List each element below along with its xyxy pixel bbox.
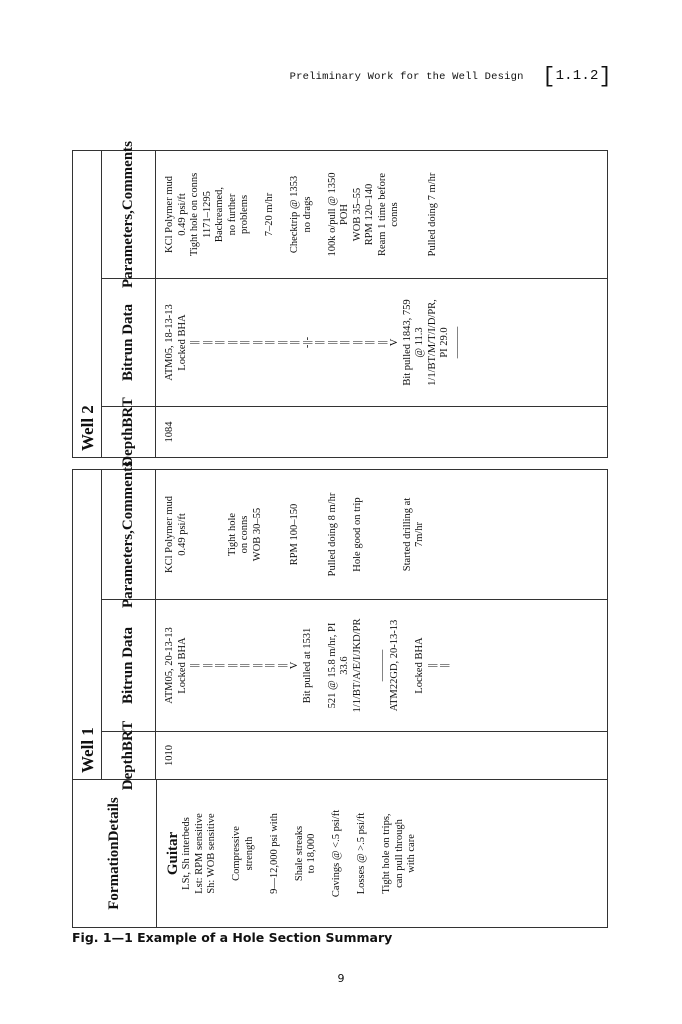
text-line [314,155,327,274]
text-line: Depth [120,751,136,791]
text-line: Sh: WOB sensitive [206,813,217,894]
text-line [389,474,402,595]
text-line: Parameters, [120,210,136,289]
text-line: Parameters, [120,530,136,609]
well2-params-header [102,140,156,289]
text-line: || [214,663,225,668]
text-line: || [276,340,288,345]
text-line: RPM 100–150 [289,503,300,566]
text-line [364,604,377,727]
text-line: -||- [301,336,313,349]
rotated-table-wrapper [72,140,608,928]
text-line: WOB 35–55 [351,187,363,242]
text-line: 7–20 m/hr [264,192,275,237]
text-line: Depth [120,427,136,467]
text-line [281,784,294,923]
text-line: || [376,340,388,345]
text-line [277,155,290,274]
text-line: Ream 1 time before [376,172,388,257]
well2-params-column [102,140,608,289]
figure-caption: Fig. 1—1 Example of a Hole Section Summary [72,930,393,945]
well1-bitrun-body [156,600,460,731]
text-line [264,474,277,595]
text-line [414,155,427,274]
well2-table [72,140,608,467]
running-title: Preliminary Work for the Well Design [289,71,524,83]
text-line: || [364,340,375,345]
text-line [377,474,390,595]
text-line: V [389,338,400,347]
text-line: V [289,661,300,670]
well1-label: Well 1 [72,469,102,779]
text-line [256,784,269,923]
text-line [344,784,357,923]
text-line: || [239,340,250,345]
text-line [314,604,327,727]
text-line: || [326,340,338,345]
well2-params-body [156,151,447,278]
formation-header [73,780,157,927]
text-line: 1/1/BT/A/E/I/JKD/PR [351,618,363,713]
text-line: || [339,340,350,345]
text-line: || [276,663,288,668]
text-line: || [226,340,238,345]
text-line: Started drilling at [401,497,413,572]
well1-depth-column [102,720,608,791]
well1-depth-body [156,732,185,779]
text-line [364,474,377,595]
text-line: 1010 [164,745,175,766]
text-line: 9—12,000 psi with [268,813,280,894]
text-line: WOB 30–55 [251,507,263,562]
text-line: ATM05, 18-13-13 [164,304,175,381]
text-line [202,474,215,595]
text-line: with care [406,834,417,873]
well2-bitrun-body [156,279,472,406]
text-line: || [201,663,213,668]
well1-params-body [156,470,435,599]
text-line: 1/1/BT/M/T/I/D/PR, [426,299,438,386]
text-line: can pull through [393,819,405,888]
page-number: 9 [337,972,345,985]
text-line: problems [239,194,250,235]
text-line: || [426,663,438,668]
text-line: ——— [451,326,463,359]
text-line: KCl Polymer mud [164,176,175,254]
text-line: ——— [376,649,388,682]
well1-depth-header [102,720,156,791]
text-line: 1084 [164,421,175,443]
text-line: Details [106,797,122,842]
well2-bitrun-header [102,279,156,406]
text-line: || [264,340,275,345]
text-line: conns [389,202,400,227]
well1-bitrun-header [102,600,156,731]
text-line: @ 11.3 [414,327,425,358]
text-line: PI 29.0 [439,327,450,358]
running-header [0,64,612,89]
text-line: || [351,340,363,345]
text-line [402,155,415,274]
text-line: Bit pulled 1843, 759 [401,299,413,386]
text-line [319,784,332,923]
text-line [402,604,415,727]
text-line: RPM 120–140 [364,183,375,246]
text-line: 100k o/pull @ 1350 [326,172,338,257]
text-line [277,474,290,595]
well1-params-header [102,460,156,609]
text-line: no drags [301,196,313,233]
text-line: 521 @ 15.8 m/hr, PI [326,622,338,709]
text-line [314,474,327,595]
well1-bitrun-column [102,599,608,731]
text-line: Hole good on trip [351,497,363,572]
section-number: [1.1.2] [542,64,612,89]
formation-details-column [72,779,608,928]
text-line: Pulled doing 7 m/hr [426,172,438,257]
text-line: POH [339,204,350,226]
text-line [252,155,265,274]
text-line: Comments [120,140,136,211]
text-line: || [264,663,275,668]
text-line: Tight hole [226,512,238,557]
text-line: Pulled doing 8 m/hr [326,492,338,577]
well1-params-column [102,460,608,609]
text-line: Bitrun Data [120,303,136,382]
text-line: || [214,340,225,345]
text-line: || [189,663,200,668]
text-line: KCl Polymer mud [164,496,175,574]
text-line: Formation [106,841,122,910]
text-line: Cavings @ <.5 psi/ft [331,809,342,898]
well2-depth-column [102,397,608,467]
text-line [189,474,202,595]
text-line: 0.49 psi/ft [176,193,188,236]
text-line: 1171–1295 [201,191,213,238]
text-line: Locked BHA [414,637,425,694]
text-line: 33.6 [339,656,350,675]
well2-label: Well 2 [72,150,102,458]
text-line: Tight hole on conns [189,172,200,257]
text-line [302,474,315,595]
text-line [214,474,227,595]
text-line: Bit pulled at 1531 [301,627,313,704]
text-line: || [439,663,450,668]
text-line: BRT [120,397,136,428]
text-line: no further [226,193,238,236]
text-line [219,784,232,923]
formation-body [157,780,427,927]
text-line: LSt, Sh interbeds [181,817,192,890]
text-line: Locked BHA [176,637,188,694]
text-line: || [189,340,200,345]
text-line: || [251,340,263,345]
well1-table [72,460,608,928]
text-line: strength [243,836,255,871]
text-line: Guitar [165,831,181,876]
text-line: ATM05, 20-13-13 [164,627,175,704]
text-line: Compressive [231,826,242,881]
well2-depth-header [102,397,156,467]
text-line: Locked BHA [176,314,188,371]
text-line: Backreamed, [214,186,225,243]
text-line: || [201,340,213,345]
text-line: to 18,000 [306,833,317,874]
text-line: Comments [120,460,136,531]
text-line: BRT [120,720,136,752]
text-line: || [239,663,250,668]
text-line: on conns [239,515,250,554]
hole-section-summary-figure [72,140,608,928]
text-line: || [226,663,238,668]
text-line: Tight hole on trips, [381,813,392,894]
text-line: Bitrun Data [120,626,136,705]
text-line: Losses @ >.5 psi/ft [356,812,367,895]
text-line: || [289,340,300,345]
text-line: Checktrip @ 1353 [289,175,300,254]
well2-depth-body [156,407,185,457]
text-line: 7m/hr [414,521,425,548]
text-line: || [251,663,263,668]
text-line: Lst: RPM sensitive [193,813,205,894]
text-line: 0.49 psi/ft [176,513,188,556]
text-line: || [314,340,325,345]
text-line: ATM22GD, 20-13-13 [389,619,400,712]
well2-bitrun-column [102,278,608,406]
text-line: Shale streaks [293,825,305,882]
text-line [339,474,352,595]
text-line [369,784,382,923]
